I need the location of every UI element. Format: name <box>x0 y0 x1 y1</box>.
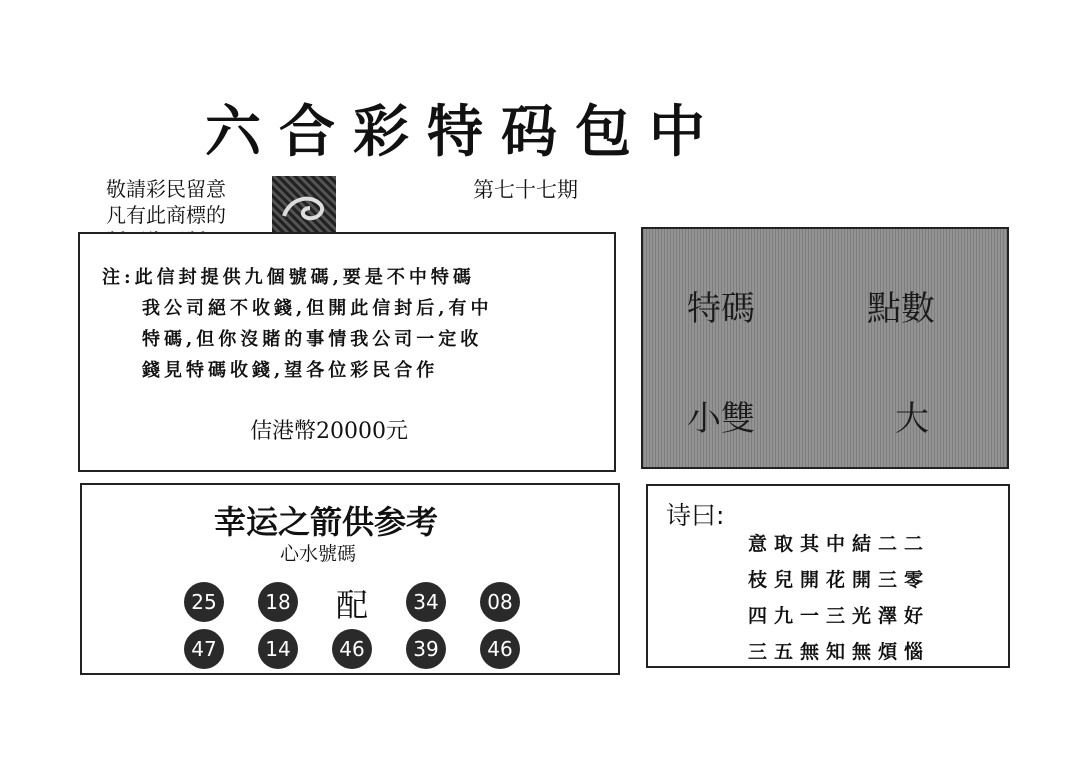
special-code-value: 小雙 <box>687 399 755 439</box>
special-code-box <box>641 227 1009 469</box>
number-ball: 14 <box>258 629 298 669</box>
special-code-label: 特碼 <box>687 289 755 329</box>
note-line: 我公司絕不收錢,但開此信封后,有中 <box>142 298 493 319</box>
guarantee-note <box>102 262 493 386</box>
fee-amount: 佶港幣20000元 <box>250 419 408 444</box>
points-value: 大 <box>895 399 929 439</box>
issue-number: 第七十七期 <box>473 178 578 202</box>
points-label: 點數 <box>867 289 935 329</box>
number-ball: 08 <box>480 582 520 622</box>
poem-line: 三五無知無煩惱 <box>748 641 931 663</box>
number-ball: 34 <box>406 582 446 622</box>
trademark-logo <box>272 176 336 240</box>
notice-line: 敬請彩民留意 <box>106 177 226 201</box>
poem-lines <box>748 526 930 670</box>
number-ball: 46 <box>332 629 372 669</box>
poem-line: 意取其中結二二 <box>748 533 931 555</box>
number-ball: 18 <box>258 582 298 622</box>
page-title: 六合彩特码包中 <box>205 100 723 165</box>
note-line: 注:此信封提供九個號碼,要是不中特碼 <box>102 267 475 288</box>
notice-line: 凡有此商標的 <box>106 203 226 227</box>
guarantee-box <box>78 232 616 472</box>
poem-box <box>646 484 1010 668</box>
note-line: 特碼,但你沒賭的事情我公司一定收 <box>142 329 483 350</box>
number-ball: 46 <box>480 629 520 669</box>
poem-label: 诗曰: <box>666 501 725 530</box>
poem-line: 枝兒開花開三零 <box>748 569 931 591</box>
lucky-title: 幸运之箭供参考 <box>214 503 439 541</box>
lucky-arrow-box <box>80 483 620 675</box>
number-ball: 25 <box>184 582 224 622</box>
lucky-subtitle: 心水號碼 <box>280 543 357 565</box>
note-line: 錢見特碼收錢,望各位彩民合作 <box>142 360 439 381</box>
poem-line: 四九一三光澤好 <box>748 605 931 627</box>
number-ball: 39 <box>406 629 446 669</box>
match-label: 配 <box>336 586 369 624</box>
number-ball: 47 <box>184 629 224 669</box>
